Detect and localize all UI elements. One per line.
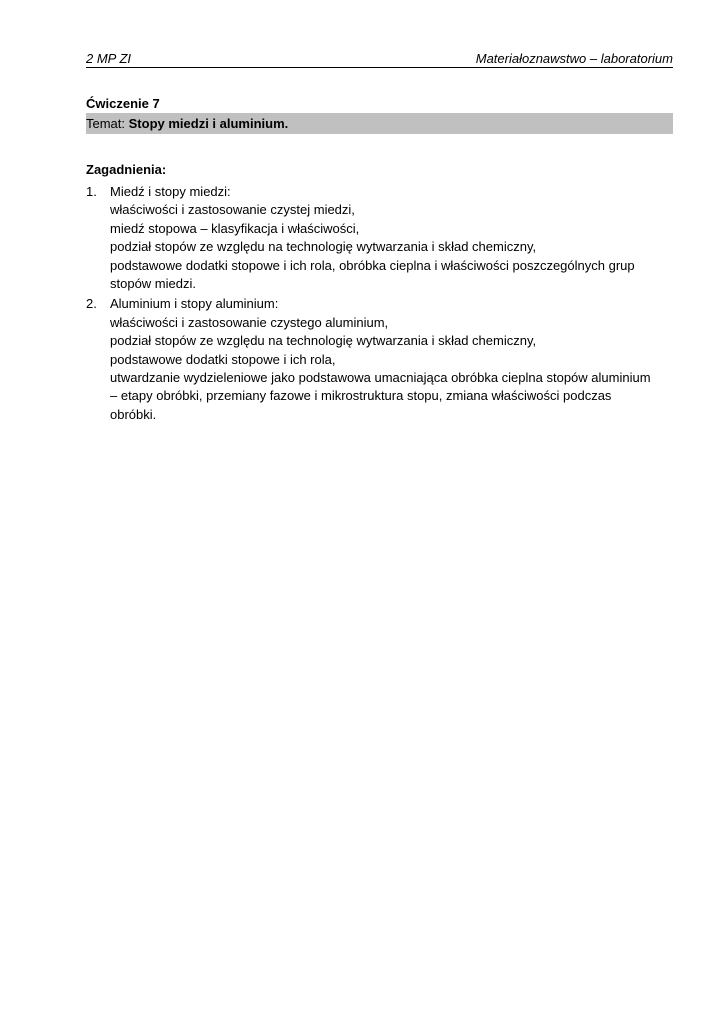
list-item-line: podstawowe dodatki stopowe i ich rola, obróbka cieplna i właściwości poszczególnych grup (110, 257, 635, 273)
section-heading: Zagadnienia: (86, 162, 167, 177)
list-item-line: obróbki. (110, 406, 157, 422)
list-item-line: podstawowe dodatki stopowe i ich rola, (110, 351, 336, 367)
list-item (86, 295, 676, 424)
list-item-number: 1. (86, 184, 97, 199)
list-item-line: utwardzanie wydzieleniowe jako podstawowa umacniająca obróbka cieplna stopów aluminium (110, 370, 651, 386)
list-item-line: stopów miedzi. (110, 276, 196, 292)
list-item-line: miedź stopowa – klasyfikacja i właściwości, (110, 220, 360, 236)
list-item-line: podział stopów ze względu na technologię wytwarzania i skład chemiczny, (110, 333, 537, 349)
list-item (86, 183, 676, 293)
list-item-line: – etapy obróbki, przemiany fazowe i mikrostruktura stopu, zmiana właściwości podczas (110, 388, 612, 404)
page-header (86, 50, 673, 68)
topic-value: Stopy miedzi i aluminium. (128, 116, 289, 131)
list-item-line: Miedź i stopy miedzi: (110, 184, 231, 199)
header-course-code: 2 MP ZI (86, 51, 132, 66)
list-item-line: Aluminium i stopy aluminium: (110, 296, 279, 312)
topic-bar (86, 113, 673, 134)
list-item-number: 2. (86, 296, 97, 312)
header-subject: Materiałoznawstwo – laboratorium (475, 51, 673, 66)
list-item-line: właściwości i zastosowanie czystego aluminium, (110, 314, 389, 330)
issues-list (86, 183, 676, 426)
list-item-line: właściwości i zastosowanie czystej miedzi, (110, 202, 355, 218)
list-item-line: podział stopów ze względu na technologię wytwarzania i skład chemiczny, (110, 239, 537, 255)
exercise-title: Ćwiczenie 7 (86, 96, 160, 111)
topic-label: Temat: (86, 116, 129, 131)
